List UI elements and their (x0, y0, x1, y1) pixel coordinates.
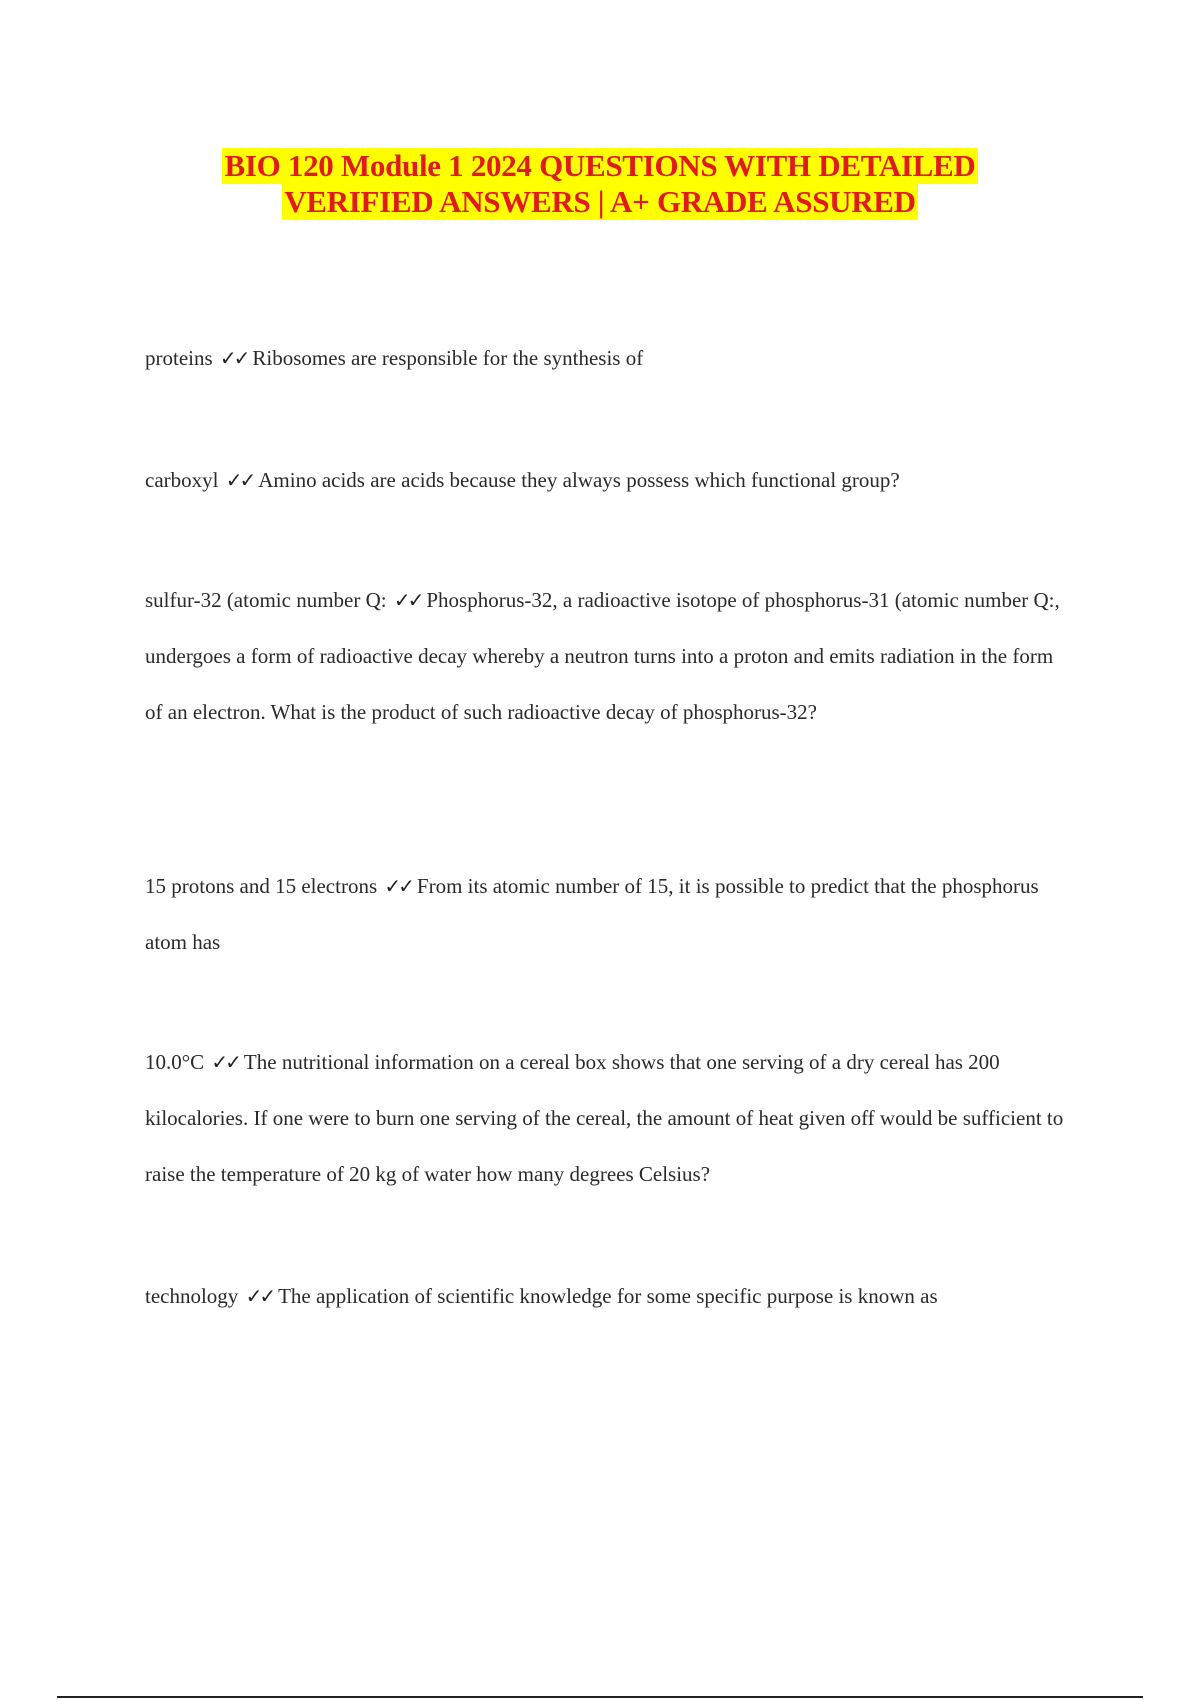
qa-item-3 (145, 572, 1075, 740)
qa-item-5 (145, 1034, 1075, 1202)
question-text: Amino acids are acids because they always possess which functional group? (258, 468, 900, 492)
question-text: Ribosomes are responsible for the synthesis of (252, 346, 644, 370)
double-check-icon: ✓✓ (245, 1284, 274, 1308)
answer-text: carboxyl (145, 468, 219, 492)
question-text: The nutritional information on a cereal box shows that one serving of a dry cereal has 200 kilocalories. If one were to burn one serving of the cereal, the amount of heat given off would be sufficient to raise the temperature of 20 kg of water how many degrees Celsius? (145, 1050, 1064, 1186)
answer-text: proteins (145, 346, 213, 370)
title-line-1: BIO 120 Module 1 2024 QUESTIONS WITH DETAILED (224, 148, 976, 183)
footer-divider (57, 1696, 1143, 1698)
double-check-icon: ✓✓ (225, 468, 254, 492)
qa-item-6 (145, 1268, 1075, 1324)
answer-text: sulfur-32 (atomic number Q: (145, 588, 387, 612)
qa-item-4 (145, 858, 1075, 970)
double-check-icon: ✓✓ (384, 874, 412, 898)
double-check-icon: ✓✓ (211, 1050, 239, 1074)
qa-item-1 (145, 330, 1075, 386)
double-check-icon: ✓✓ (393, 588, 422, 612)
question-text: From its atomic number of 15, it is possible to predict that the phosphorus atom has (145, 874, 1039, 954)
answer-text: 10.0°C (145, 1050, 205, 1074)
document-title (0, 148, 1200, 220)
answer-text: technology (145, 1284, 239, 1308)
answer-text: 15 protons and 15 electrons (145, 874, 378, 898)
question-text: The application of scientific knowledge for some specific purpose is known as (278, 1284, 938, 1308)
qa-item-2 (145, 452, 1075, 508)
double-check-icon: ✓✓ (219, 346, 248, 370)
title-line-2: VERIFIED ANSWERS | A+ GRADE ASSURED (284, 184, 916, 219)
question-text: Phosphorus-32, a radioactive isotope of phosphorus-31 (atomic number Q:, undergoes a form of radioactive decay whereby a neutron turns into a proton and emits radiation in the form of an electron. What is the product of such radioactive decay of phosphorus-32? (145, 588, 1060, 724)
